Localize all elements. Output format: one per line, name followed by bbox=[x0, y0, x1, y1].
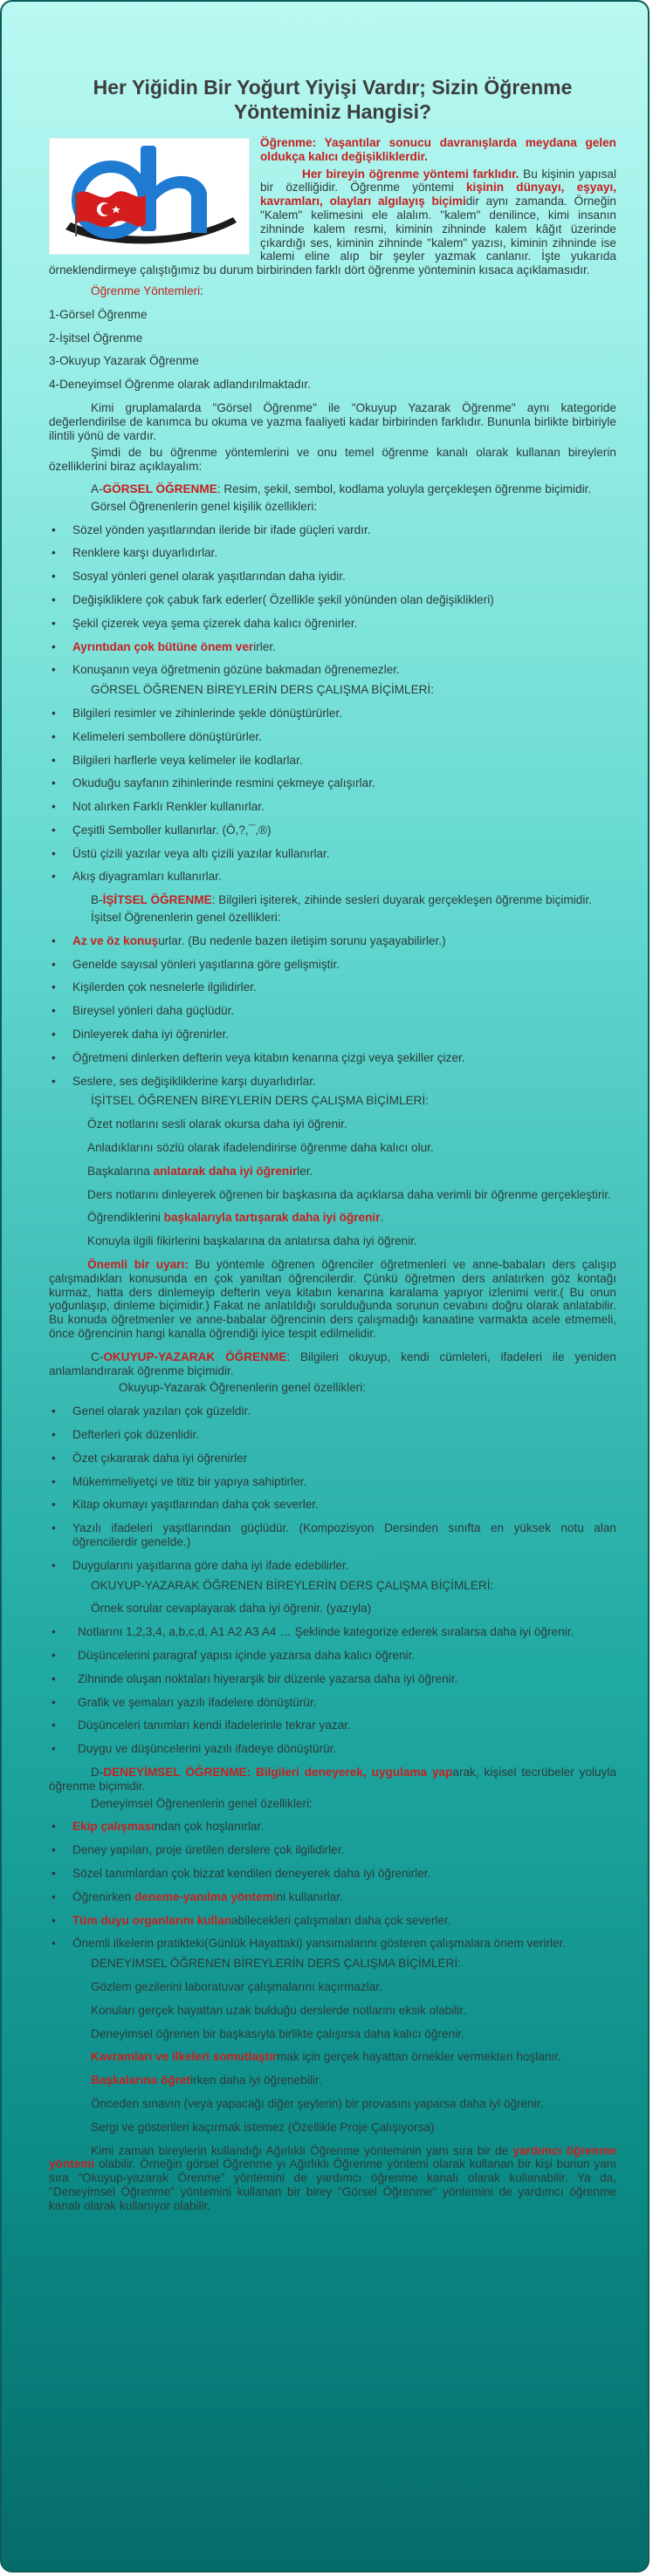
page-title: Her Yiğidin Bir Yoğurt Yiyişi Vardır; Sizin Öğrenme Yönteminiz Hangisi? bbox=[93, 76, 573, 123]
list-item: • Ekip çalışmasından çok hoşlanırlar. bbox=[49, 1820, 616, 1834]
visual-features-title: Görsel Öğrenenlerin genel kişilik özellikleri: bbox=[91, 499, 318, 513]
list-item: • Duygu ve düşüncelerini yazılı ifadeye dönüştürür. bbox=[49, 1742, 616, 1756]
list-item: • Akış diyagramları kullanırlar. bbox=[49, 870, 616, 884]
list-item: • Kelimeleri sembollere dönüştürürler. bbox=[49, 730, 616, 744]
auditory-study-1: Özet notlarını sesli olarak okursa daha iyi öğrenir. bbox=[87, 1117, 347, 1131]
experiential-study-3: Deneyimsel öğrenen bir başkasıyla birlikte çalışırsa daha kalıcı öğrenir. bbox=[91, 2026, 464, 2040]
intro-paragraph: Her bireyin öğrenme yöntemi farklıdır. Bu kişinin yapısal bir özelliğidir. Öğrenme yöntemi kişinin dünyayı, eşyayı, kavramları, olayları algılayış biçimidir aynı zamanda. Örneğin "Kalem" kelimesini ele alalım. "kalem" denilince, kimi insanın zihninde kalem resmi, kiminin zihninde kalem kâğıt üzerinde çıkardığı ses, kiminin zihninde "kalem" yazısı, kiminin zihninde ise kalemi eline alıp bir şeyler yazmak canlanır. İşte yukarıda örneklendirmeye çalıştığımız bu durum birbirinden farklı dört öğrenme yönteminin kısaca açıklamasıdır. bbox=[49, 167, 616, 277]
list-item: • Dinleyerek daha iyi öğrenirler. bbox=[49, 1028, 616, 1042]
intro-definition: Öğrenme: Yaşantılar sonucu davranışlarda meydana gelen oldukça kalıcı değişikliklerdir. bbox=[260, 136, 616, 163]
visual-study-title: GÖRSEL ÖĞRENEN BİREYLERİN DERS ÇALIŞMA BİÇİMLERİ: bbox=[91, 683, 435, 697]
list-item: • Değişikliklere çok çabuk fark ederler( Özellikle şekil yönünden olan değişiklikleri) bbox=[49, 593, 616, 607]
logo bbox=[49, 138, 250, 255]
experiential-study-4: Kavramları ve ilkeleri somutlaştırmak için gerçek hayattan örnekler vermekten hoşlanır. bbox=[91, 2050, 561, 2064]
auditory-study-title: İŞİTSEL ÖĞRENEN BİREYLERİN DERS ÇALIŞMA BİÇİMLERİ: bbox=[91, 1094, 430, 1108]
list-item: • Önemli ilkelerin pratikteki(Günlük Hayattaki) yansımalarını gösteren çalışmalara önem verirler. bbox=[49, 1937, 616, 1951]
list-item: • Yazılı ifadeleri yaşıtlarından güçlüdür. (Kompozisyon Dersinden sınıfta en yüksek notu alan öğrencilerdir genelde.) bbox=[49, 1521, 616, 1549]
closing-paragraph: Kimi zaman bireylerin kullandığı Ağırlıklı Öğrenme yönteminin yanı sıra bir de yardımcı öğrenme yöntemi olabilir. Örneğin görsel Öğrenme yı Ağırlıklı Öğrenme yöntemi olarak kullanan bir kişi bunun yanı sıra "Okuyup-yazarak Örenme" yöntemini de yardımcı öğrenme kanalı olarak kullanabilir. Ya da, "Deneyimsel Öğrenme" yöntemini kullanan bir birey "Görsel Öğrenme" yöntemini de yardımcı öğrenme kanalı olarak kullanıyor olabilir. bbox=[49, 2143, 616, 2212]
list-item: • Tüm duyu organlarını kullanabilecekleri çalışmaları daha çok severler. bbox=[49, 1914, 616, 1928]
method-item-1: 1-Görsel Öğrenme bbox=[49, 307, 148, 321]
auditory-study-6: Konuyla ilgili fikirlerini başkalarına da anlatırsa daha iyi öğrenir. bbox=[87, 1234, 417, 1248]
readwrite-study-list bbox=[49, 1625, 616, 1756]
list-item: • Öğrenirken deneme-yanılma yöntemini kullanırlar. bbox=[49, 1890, 616, 1904]
list-item: • Özet çıkararak daha iyi öğrenirler bbox=[49, 1452, 616, 1466]
method-item-2: 2-İşitsel Öğrenme bbox=[49, 331, 143, 345]
readwrite-heading: C-OKUYUP-YAZARAK ÖĞRENME: Bilgileri okuyup, kendi cümleleri, ifadeleri ile yeniden anlamlandırarak öğrenme biçimidir. bbox=[49, 1349, 616, 1377]
auditory-study-4: Ders notlarını dinleyerek öğrenen bir başkasına da açıklarsa daha verimli bir öğrenme gerçekleştirir. bbox=[87, 1187, 611, 1201]
auditory-features-list bbox=[49, 934, 616, 1089]
list-item: • Öğretmeni dinlerken defterin veya kitabın kenarına çizgi veya şekiller çizer. bbox=[49, 1051, 616, 1065]
method-item-3: 3-Okuyup Yazarak Öğrenme bbox=[49, 354, 199, 368]
experiential-study-title: DENEYİMSEL ÖĞRENEN BİREYLERİN DERS ÇALIŞMA BİÇİMLERİ: bbox=[91, 1957, 462, 1971]
list-item: • Bireysel yönleri daha güçlüdür. bbox=[49, 1004, 616, 1018]
visual-features-list bbox=[49, 523, 616, 678]
experiential-features-list bbox=[49, 1820, 616, 1951]
list-item: • Sosyal yönleri genel olarak yaşıtlarından daha iyidir. bbox=[49, 570, 616, 584]
list-item: • Renklere karşı duyarlıdırlar. bbox=[49, 546, 616, 560]
list-item: • Düşünceleri tanımları kendi ifadelerinle tekrar yazar. bbox=[49, 1718, 616, 1732]
letter-h-logo bbox=[50, 139, 249, 254]
method-item-4: 4-Deneyimsel Öğrenme olarak adlandırılmaktadır. bbox=[49, 378, 311, 392]
list-item: • Az ve öz konuşurlar. (Bu nedenle bazen iletişim sorunu yaşayabilirler.) bbox=[49, 934, 616, 948]
list-item: • Grafik ve şemaları yazılı ifadelere dönüştürür. bbox=[49, 1696, 616, 1710]
auditory-features-title: İşitsel Öğrenenlerin genel özellikleri: bbox=[91, 911, 281, 925]
list-item: • Defterleri çok düzenlidir. bbox=[49, 1428, 616, 1442]
experiential-study-7: Sergi ve gösterileri kaçırmak istemez (Özellikle Proje Çalışıyorsa) bbox=[91, 2120, 435, 2134]
list-item: • Okuduğu sayfanın zihinlerinde resmini çekmeye çalışırlar. bbox=[49, 776, 616, 790]
readwrite-features-title: Okuyup-Yazarak Öğrenenlerin genel özellikleri: bbox=[119, 1381, 367, 1395]
list-item: • Bilgileri resimler ve zihinlerinde şekle dönüştürürler. bbox=[49, 707, 616, 721]
readwrite-features-list bbox=[49, 1404, 616, 1572]
experiential-study-1: Gözlem gezilerini laboratuvar çalışmalarını kaçırmazlar. bbox=[91, 1979, 382, 1993]
experiential-features-title: Deneyimsel Öğrenenlerin genel özellikleri: bbox=[91, 1796, 313, 1810]
auditory-study-2: Anladıklarını sözlü olarak ifadelendirirse öğrenme daha kalıcı olur. bbox=[87, 1141, 434, 1155]
list-item: • Sözel tanımlardan çok bizzat kendileri deneyerek daha iyi öğrenirler. bbox=[49, 1867, 616, 1881]
list-item: • Şekil çizerek veya şema çizerek daha kalıcı öğrenirler. bbox=[49, 617, 616, 631]
list-item: • Kitap okumayı yaşıtlarından daha çok severler. bbox=[49, 1498, 616, 1512]
list-item: • Bilgileri harflerle veya kelimeler ile kodlarlar. bbox=[49, 754, 616, 768]
auditory-study-5: Öğrendiklerini başkalarıyla tartışarak daha iyi öğrenir. bbox=[87, 1211, 384, 1225]
list-item: • Not alırken Farklı Renkler kullanırlar. bbox=[49, 800, 616, 814]
list-item: • Ayrıntıdan çok bütüne önem verirler. bbox=[49, 640, 616, 654]
list-item: • Deney yapıları, proje üretilen derslere çok ilgilidirler. bbox=[49, 1843, 616, 1857]
list-item: • Kişilerden çok nesnelerle ilgilidirler. bbox=[49, 981, 616, 994]
readwrite-study-intro: Örnek sorular cevaplayarak daha iyi öğrenir. (yazıyla) bbox=[91, 1602, 372, 1616]
visual-study-list bbox=[49, 707, 616, 884]
list-item: • Düşüncelerini paragraf yapısı içinde yazarsa daha kalıcı öğrenir. bbox=[49, 1649, 616, 1663]
list-item: • Genel olarak yazıları çok güzeldir. bbox=[49, 1404, 616, 1418]
methods-paragraph-2: Şimdi de bu öğrenme yöntemlerini ve onu temel öğrenme kanalı olarak kullanan bireylerin özelliklerini biraz açıklayalım: bbox=[49, 446, 616, 474]
readwrite-study-title: OKUYUP-YAZARAK ÖĞRENEN BİREYLERİN DERS ÇALIŞMA BİÇİMLERİ: bbox=[91, 1578, 494, 1592]
experiential-study-5: Başkalarına öğretirken daha iyi öğrenebilir. bbox=[91, 2074, 322, 2087]
experiential-study-6: Önceden sınavın (veya yapacağı diğer şeylerin) bir provasını yaparsa daha iyi öğrenir. bbox=[91, 2096, 544, 2110]
list-item: • Konuşanın veya öğretmenin gözüne bakmadan öğrenemezler. bbox=[49, 663, 616, 677]
auditory-heading: B-İŞİTSEL ÖĞRENME: Bilgileri işiterek, zihinde sesleri duyarak gerçekleşen öğrenme biçimidir. bbox=[91, 893, 592, 907]
auditory-study-3: Başkalarına anlatarak daha iyi öğrenirler. bbox=[87, 1164, 313, 1178]
list-item: • Zihninde oluşan noktaları hiyerarşik bir düzenle yazarsa daha iyi öğrenir. bbox=[49, 1672, 616, 1686]
experiential-heading: D-DENEYİMSEL ÖĞRENME: Bilgileri deneyerek, uygulama yaparak, kişisel tecrübeler yoluyla öğrenme biçimidir. bbox=[49, 1765, 616, 1793]
methods-heading: Öğrenme Yöntemleri: bbox=[91, 284, 203, 297]
list-item: • Genelde sayısal yönleri yaşıtlarına göre gelişmiştir. bbox=[49, 958, 616, 972]
list-item: • Notlarını 1,2,3,4, a,b,c,d, A1 A2 A3 A4 … Şeklinde kategorize ederek sıralarsa daha iyi öğrenir. bbox=[49, 1625, 616, 1639]
methods-paragraph-1: Kimi gruplamalarda "Görsel Öğrenme" ile "Okuyup Yazarak Öğrenme" aynı kategoride değerlendirilse de kanımca bu okuma ve yazma faaliyeti kadar birbirinden farklıdır. Bununla birlikte birbiriyle ilintili yönü de vardır. bbox=[49, 400, 616, 442]
list-item: • Seslere, ses değişikliklerine karşı duyarlıdırlar. bbox=[49, 1075, 616, 1089]
list-item: • Duygularını yaşıtlarına göre daha iyi ifade edebilirler. bbox=[49, 1559, 616, 1573]
experiential-study-2: Konuları gerçek hayattan uzak bulduğu derslerde notlarını eksik olabilir. bbox=[91, 2003, 466, 2017]
list-item: • Sözel yönden yaşıtlarından ileride bir ifade güçleri vardır. bbox=[49, 523, 616, 537]
list-item: • Üstü çizili yazılar veya altı çizili yazılar kullanırlar. bbox=[49, 847, 616, 861]
visual-heading: A-GÖRSEL ÖĞRENME: Resim, şekil, sembol, kodlama yoluyla gerçekleşen öğrenme biçimidir. bbox=[91, 482, 592, 495]
list-item: • Çeşitli Semboller kullanırlar. (Ö,?,¯,®) bbox=[49, 823, 616, 837]
list-item: • Mükemmeliyetçi ve titiz bir yapıya sahiptirler. bbox=[49, 1475, 616, 1489]
auditory-warning: Önemli bir uyarı: Bu yöntemle öğrenen öğrenciler öğretmenleri ve anne-babaları ders çalışıp çalışmadıkları konusunda en çok yanıltan öğrencilerdir. Çünkü öğretmen ders anlatırken göz kontağı kurmaz, hatta ders dinlemeyip defterin veya kitabın kenarına karalama yapıyor izlenimi verir.( Bu onun yoğunlaşıp, dinleme biçimidir.) Fakat ne anlatıldığı sorulduğunda sorunun cevabını doğru olarak anlatabilir. Bu konuda öğretmenler ve anne-babalar öğrencinin ders çalışmadığı kanaatine varmakta acele etmemeli, önce öğrencinin hangi kanalla öğrendiği iyice tespit edilmelidir. bbox=[49, 1258, 616, 1341]
